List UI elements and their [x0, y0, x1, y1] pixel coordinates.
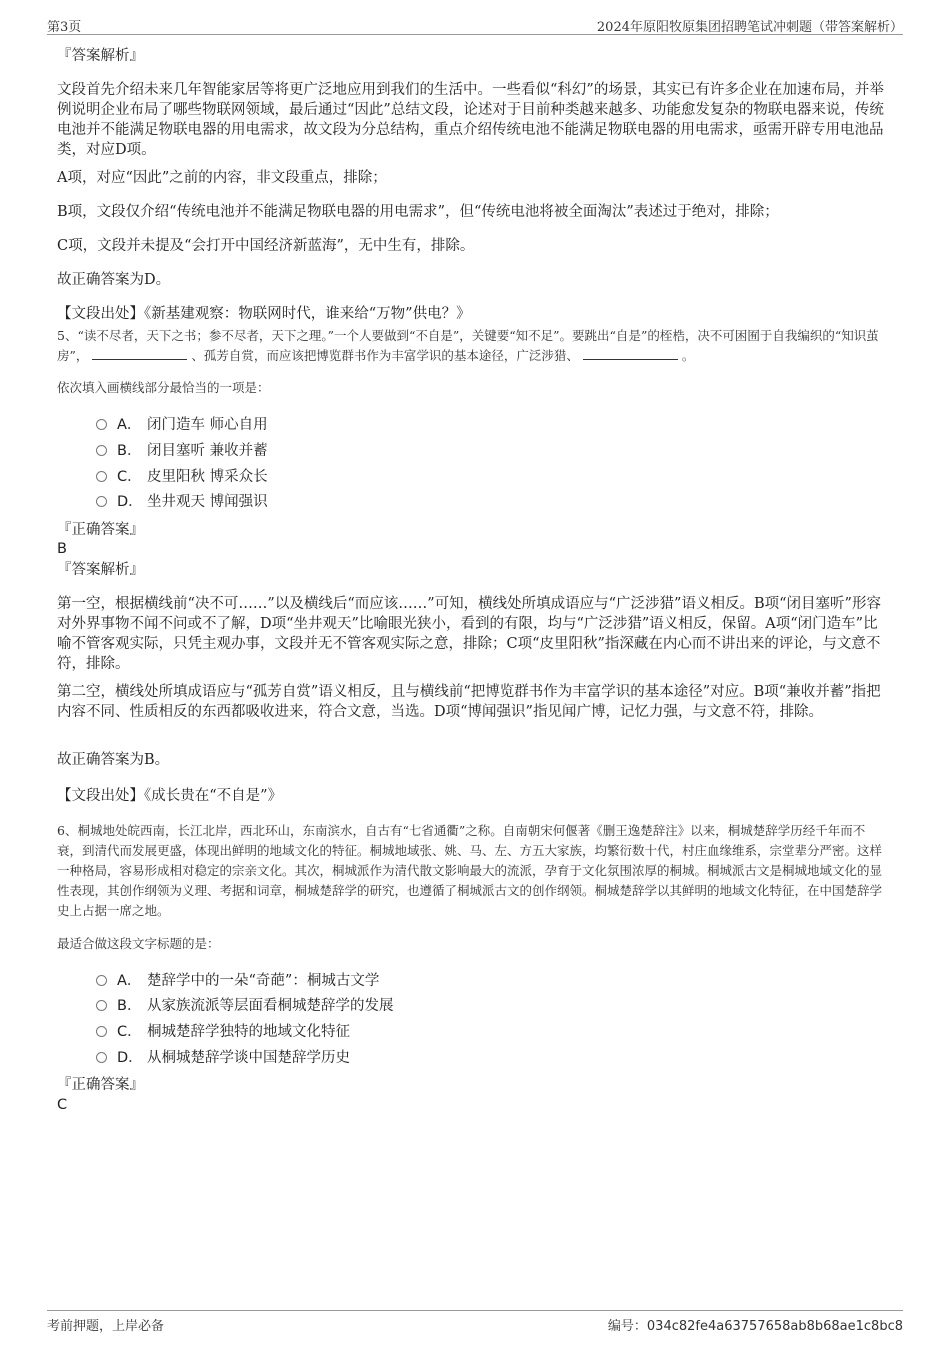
paragraph: 故正确答案为D。 — [57, 272, 171, 288]
q6-option-c[interactable] — [96, 1022, 350, 1042]
q5-option-a[interactable] — [96, 415, 268, 435]
q4-analysis-paragraph-2 — [57, 168, 887, 188]
q6-option-a[interactable] — [96, 971, 379, 991]
option-letter: D． — [117, 1050, 143, 1066]
radio-icon[interactable] — [96, 975, 107, 986]
radio-icon[interactable] — [96, 496, 107, 507]
question-prompt: 最适合做这段文字标题的是： — [57, 936, 220, 951]
q6-option-d[interactable] — [96, 1048, 350, 1068]
q5-answer-label — [57, 520, 887, 540]
paragraph: A项，对应“因此”之前的内容，非文段重点，排除； — [57, 170, 387, 186]
q5-option-b[interactable] — [96, 441, 268, 461]
paragraph: 第二空，横线处所填成语应与“孤芳自赏”语义相反，且与横线前“把博览群书作为丰富学识的基本途径”对应。B项“兼收并蓄”指把内容不同、性质相反的东西都吸收进来，符合文意，当选。D项“博闻强识”指见闻广博，记忆力强，与文意不符，排除。 — [57, 684, 881, 720]
option-text: 楚辞学中的一朵“奇葩”：桐城古文学 — [147, 973, 380, 989]
option-letter: A． — [117, 973, 142, 989]
q4-answer-line — [57, 270, 887, 290]
section-label: 『正确答案』 — [57, 522, 144, 538]
q6-stem — [57, 821, 887, 921]
q5-option-d[interactable] — [96, 492, 268, 512]
option-letter: A． — [117, 417, 142, 433]
option-text: 从家族流派等层面看桐城楚辞学的发展 — [147, 998, 394, 1014]
section-label: 『答案解析』 — [57, 48, 144, 64]
q4-source — [57, 304, 887, 324]
q6-answer-label — [57, 1075, 887, 1095]
section-label: 『正确答案』 — [57, 1077, 144, 1093]
q4-analysis-paragraph-4 — [57, 236, 887, 256]
correct-answer: B — [57, 541, 67, 557]
option-text: 闭目塞听 兼收并蓄 — [147, 443, 268, 459]
document-title: 2024年原阳牧原集团招聘笔试冲刺题（带答案解析） — [596, 20, 903, 35]
q6-answer — [57, 1095, 887, 1115]
option-text: 闭门造车 师心自用 — [147, 417, 268, 433]
option-letter: B． — [117, 998, 142, 1014]
source-citation: 【文段出处】《新基建观察：物联网时代，谁来给“万物”供电？》 — [57, 306, 471, 322]
option-text: 坐井观天 博闻强识 — [147, 494, 268, 510]
option-letter: C． — [117, 1024, 142, 1040]
fill-blank-2 — [583, 347, 678, 360]
q5-prompt — [57, 378, 887, 398]
q5-source — [57, 786, 887, 806]
stem-text: 5、“读不尽者，天下之书；参不尽者，天下之理。”一个人要做到“不自是”，关键要“知不足”。要跳出“自是”的桎梏，决不可困囿于自我编织的“知识茧房”， — [57, 328, 879, 363]
option-text: 皮里阳秋 博采众长 — [147, 469, 268, 485]
stem-text: 。 — [681, 348, 695, 363]
correct-answer: C — [57, 1097, 68, 1113]
q4-analysis-paragraph-1 — [57, 80, 887, 160]
q4-analysis-paragraph-3 — [57, 202, 887, 222]
paragraph: C项，文段并未提及“会打开中国经济新蓝海”，无中生有，排除。 — [57, 238, 475, 254]
stem-text: 6、桐城地处皖西南，长江北岸，西北环山，东南滨水，自古有“七省通衢”之称。自南朝宋何偃著《删王逸楚辞注》以来，桐城楚辞学历经千年而不衰，到清代而发展更盛，体现出鲜明的地域文化的特征。桐城地域张、姚、马、左、方五大家族，均繁衍数十代，村庄血缘维系，宗堂辈分严密。这样一种格局，容易形成相对稳定的宗亲文化。其次，桐城派作为清代散文影响最大的流派，孕育于文化氛围浓厚的桐城。桐城派古文是桐城地域文化的显性表现，其创作纲领为义理、考据和词章，桐城楚辞学的研究，也遵循了桐城派古文的创作纲领。桐城楚辞学以其鲜明的地域文化特征，在中国楚辞学史上占据一席之地。 — [57, 823, 883, 918]
option-letter: C． — [117, 469, 142, 485]
option-letter: B． — [117, 443, 142, 459]
q5-analysis-paragraph-2 — [57, 682, 887, 722]
q5-answer — [57, 539, 887, 559]
stem-text: 、孤芳自赏，而应该把博览群书作为丰富学识的基本途径，广泛涉猎、 — [191, 348, 579, 363]
question-prompt: 依次填入画横线部分最恰当的一项是： — [57, 380, 270, 395]
radio-icon[interactable] — [96, 445, 107, 456]
q6-option-b[interactable] — [96, 996, 394, 1016]
q5-answer-line — [57, 750, 887, 770]
q6-prompt — [57, 934, 887, 954]
page-number: 第3页 — [47, 20, 82, 35]
radio-icon[interactable] — [96, 1026, 107, 1037]
q5-stem — [57, 326, 887, 366]
radio-icon[interactable] — [96, 1052, 107, 1063]
page-header — [47, 14, 903, 35]
radio-icon[interactable] — [96, 471, 107, 482]
radio-icon[interactable] — [96, 1000, 107, 1011]
q4-analysis-label — [57, 46, 887, 66]
option-text: 桐城楚辞学独特的地域文化特征 — [147, 1024, 350, 1040]
option-text: 从桐城楚辞学谈中国楚辞学历史 — [147, 1050, 350, 1066]
paragraph: 故正确答案为B。 — [57, 752, 170, 768]
paragraph: 文段首先介绍未来几年智能家居等将更广泛地应用到我们的生活中。一些看似“科幻”的场景，其实已有许多企业在加速布局，并举例说明企业布局了哪些物联网领域，最后通过“因此”总结文段，论述对于目前种类越来越多、功能愈发复杂的物联电器来说，传统电池并不能满足物联电器的用电需求，故文段为分总结构，重点介绍传统电池不能满足物联电器的用电需求，亟需开辟专用电池品类，对应D项。 — [57, 82, 884, 158]
paragraph: 第一空，根据横线前“决不可……”以及横线后“而应该……”可知，横线处所填成语应与“广泛涉猎”语义相反。B项“闭目塞听”形容对外界事物不闻不问或不了解，D项“坐井观天”比喻眼光狭小，看到的有限，均与“广泛涉猎”语义相反，保留。A项“闭门造车”比喻不管客观实际，只凭主观办事，文段并无不管客观实际之意，排除；C项“皮里阳秋”指深藏在内心而不讲出来的评论，与文意不符，排除。 — [57, 596, 881, 672]
q5-option-c[interactable] — [96, 467, 268, 487]
footer-slogan: 考前押题，上岸必备 — [47, 1319, 165, 1334]
fill-blank-1 — [92, 347, 187, 360]
section-label: 『答案解析』 — [57, 562, 144, 578]
q5-analysis-paragraph-1 — [57, 594, 887, 674]
q5-analysis-label — [57, 560, 887, 580]
page-footer — [47, 1310, 903, 1333]
source-citation: 【文段出处】《成长贵在“不自是”》 — [57, 788, 283, 804]
radio-icon[interactable] — [96, 419, 107, 430]
document-id: 编号：034c82fe4a63757658ab8b68ae1c8bc8 — [607, 1319, 903, 1334]
option-letter: D． — [117, 494, 143, 510]
paragraph: B项，文段仅介绍“传统电池并不能满足物联电器的用电需求”，但“传统电池将被全面淘汰”表述过于绝对，排除； — [57, 204, 779, 220]
